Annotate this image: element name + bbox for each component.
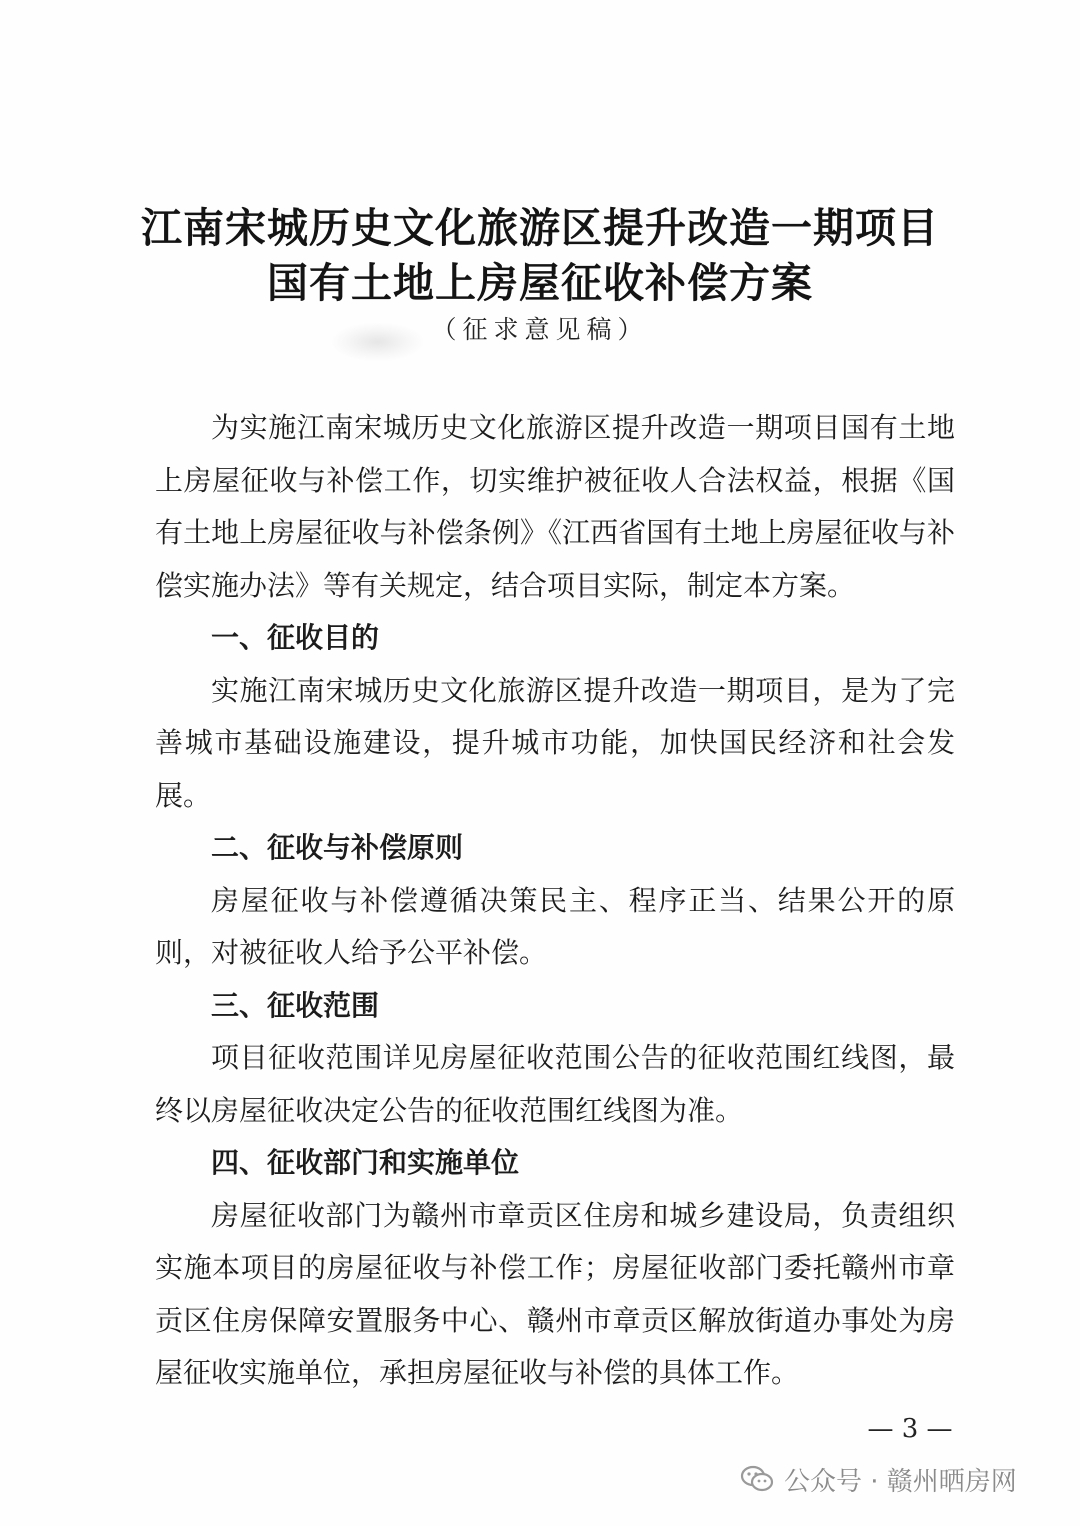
account-watermark [740, 1457, 1017, 1501]
intro-paragraph: 为实施江南宋城历史文化旅游区提升改造一期项目国有土地上房屋征收与补偿工作，切实维护被征收人合法权益，根据《国有土地上房屋征收与补偿条例》《江西省国有土地上房屋征收与补偿实施办法》等有关规定，结合项目实际，制定本方案。 [155, 411, 955, 602]
section-heading-4: 四、征收部门和实施单位 [211, 1146, 520, 1179]
section-text-3: 项目征收范围详见房屋征收范围公告的征收范围红线图，最终以房屋征收决定公告的征收范围红线图为准。 [155, 1041, 955, 1127]
document-title-line1: 江南宋城历史文化旅游区提升改造一期项目 [141, 204, 939, 252]
section-heading-2: 二、征收与补偿原则 [211, 831, 464, 864]
scan-smudge [330, 322, 425, 362]
section-text-2: 房屋征收与补偿遵循决策民主、程序正当、结果公开的原则，对被征收人给予公平补偿。 [155, 883, 955, 969]
section-heading-3: 三、征收范围 [211, 988, 380, 1022]
document-title-line2: 国有土地上房屋征收补偿方案 [267, 259, 813, 307]
section-text-4: 房屋征收部门为赣州市章贡区住房和城乡建设局，负责组织实施本项目的房屋征收与补偿工作；房屋征收部门委托赣州市章贡区住房保障安置服务中心、赣州市章贡区解放街道办事处为房屋征收实施单位，承担房屋征收与补偿的具体工作。 [155, 1198, 955, 1389]
watermark-text: 公众号 · 赣州晒房网 [784, 1466, 1017, 1497]
page-number: — 3 — [867, 1414, 953, 1444]
document-subtitle: （征求意见稿） [431, 315, 649, 344]
document-body [155, 402, 955, 1400]
wechat-icon [740, 1464, 774, 1494]
section-heading-1: 一、征收目的 [211, 621, 380, 654]
section-text-1: 实施江南宋城历史文化旅游区提升改造一期项目，是为了完善城市基础设施建设，提升城市功能，加快国民经济和社会发展。 [155, 673, 955, 812]
